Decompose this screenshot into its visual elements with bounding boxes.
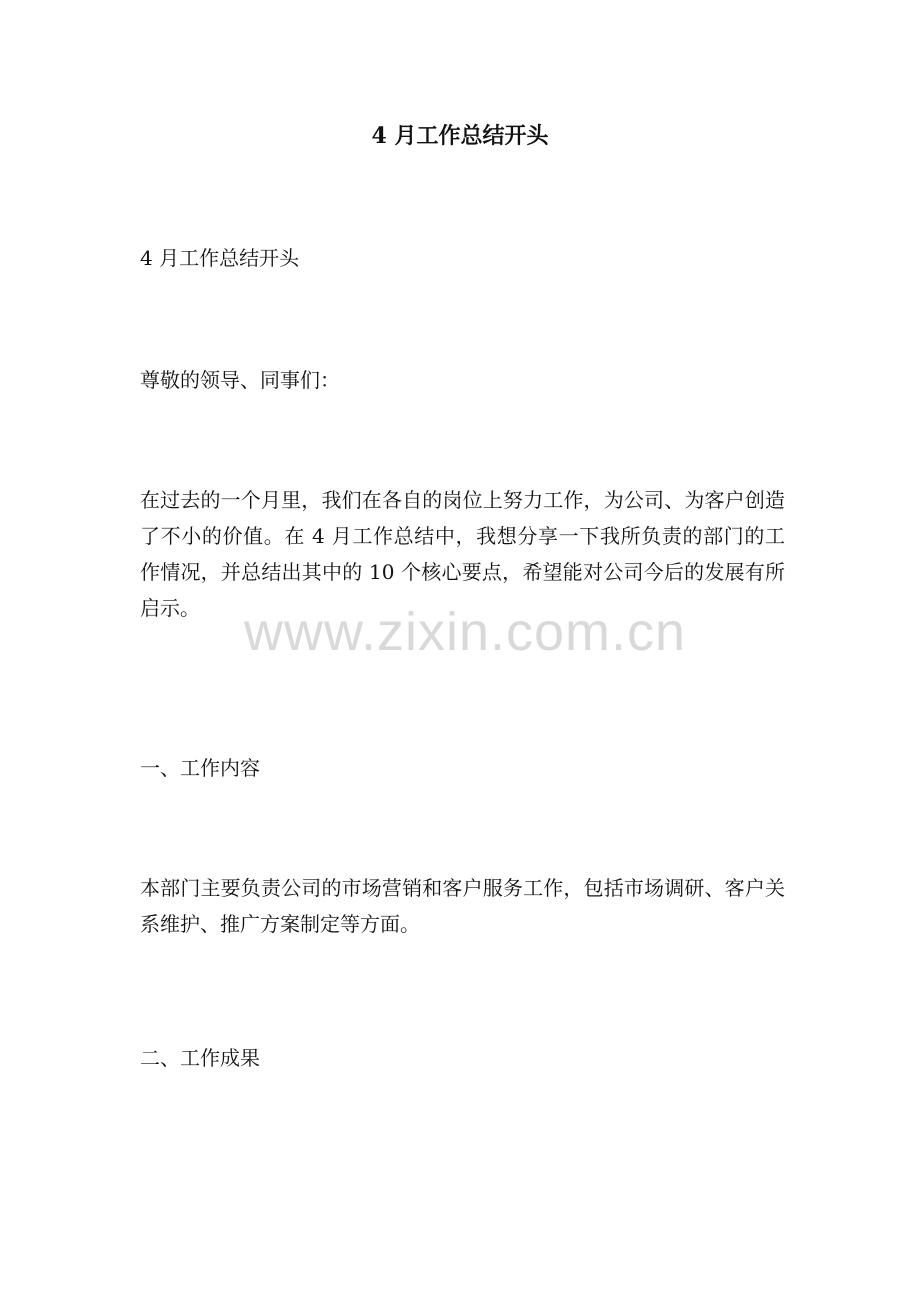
watermark: www.zixin.com.cn	[243, 602, 687, 662]
document-title: 4 月工作总结开头	[371, 123, 549, 149]
document-subtitle: 4 月工作总结开头	[140, 246, 300, 270]
section-heading-work-content: 一、工作内容	[140, 756, 260, 780]
section-heading-work-results: 二、工作成果	[140, 1046, 260, 1070]
section-body-work-content: 本部门主要负责公司的市场营销和客户服务工作，包括市场调研、客户关系维护、推广方案制定等方面。	[140, 876, 785, 936]
intro-paragraph: 在过去的一个月里，我们在各自的岗位上努力工作，为公司、为客户创造了不小的价值。在 4 月工作总结中，我想分享一下我所负责的部门的工作情况，并总结出其中的 10 个核心要点，希望能对公司今后的发展有所启示。	[140, 488, 785, 620]
greeting-paragraph: 尊敬的领导、同事们：	[140, 368, 340, 392]
